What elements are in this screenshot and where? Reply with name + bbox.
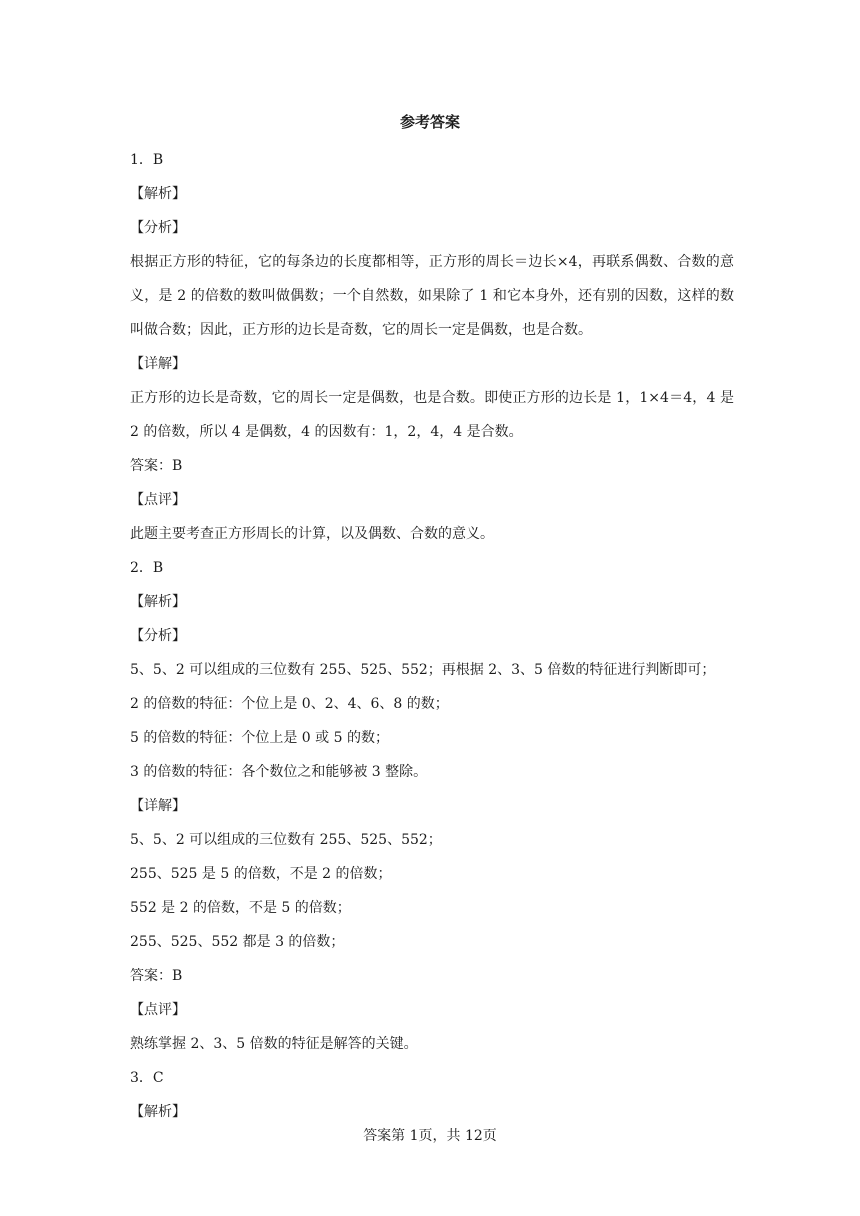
solution-paragraph: 正方形的边长是奇数，它的周长一定是偶数，也是合数。即使正方形的边长是 1，1×4＝4，4 是 2 的倍数，所以 4 是偶数，4 的因数有：1，2，4，4 是合数。 <box>130 390 734 440</box>
solution-line: 255、525、552 都是 3 的倍数； <box>130 934 345 950</box>
comment-text: 此题主要考查正方形周长的计算，以及偶数、合数的意义。 <box>130 526 494 542</box>
solution-line: 5、5、2 可以组成的三位数有 255、525、552； <box>130 832 442 848</box>
question-number: 3．C <box>130 1070 164 1086</box>
solution-line: 552 是 2 的倍数，不是 5 的倍数； <box>130 900 351 916</box>
comment-text: 熟练掌握 2、3、5 倍数的特征是解答的关键。 <box>130 1036 418 1052</box>
question-number: 1．B <box>130 152 164 168</box>
section-label-analysis: 【解析】 <box>130 594 186 610</box>
analysis-paragraph: 根据正方形的特征，它的每条边的长度都相等，正方形的周长＝边长×4，再联系偶数、合数的意义，是 2 的倍数的数叫做偶数；一个自然数，如果除了 1 和它本身外，还有别的因数，这样的数叫做合数；因此，正方形的边长是奇数，它的周长一定是偶数，也是合数。 <box>130 254 734 338</box>
section-label-breakdown: 【分析】 <box>130 628 186 644</box>
section-label-analysis: 【解析】 <box>130 186 186 202</box>
section-label-comment: 【点评】 <box>130 492 186 508</box>
solution-line: 255、525 是 5 的倍数，不是 2 的倍数； <box>130 866 392 882</box>
section-label-solution: 【详解】 <box>130 798 186 814</box>
section-label-comment: 【点评】 <box>130 1002 186 1018</box>
section-label-breakdown: 【分析】 <box>130 220 186 236</box>
answer-content <box>130 143 734 1129</box>
page-footer: 答案第 1页，共 12页 <box>363 1128 497 1144</box>
section-label-analysis: 【解析】 <box>130 1104 186 1120</box>
analysis-line: 5 的倍数的特征：个位上是 0 或 5 的数； <box>130 730 389 746</box>
analysis-line: 5、5、2 可以组成的三位数有 255、525、552；再根据 2、3、5 倍数的特征进行判断即可； <box>130 662 716 678</box>
page-title: 参考答案 <box>399 113 460 131</box>
analysis-line: 3 的倍数的特征：各个数位之和能够被 3 整除。 <box>130 764 428 780</box>
analysis-line: 2 的倍数的特征：个位上是 0、2、4、6、8 的数； <box>130 696 449 712</box>
section-label-solution: 【详解】 <box>130 356 186 372</box>
answer-line: 答案：B <box>130 458 183 474</box>
question-number: 2．B <box>130 560 164 576</box>
answer-line: 答案：B <box>130 968 183 984</box>
